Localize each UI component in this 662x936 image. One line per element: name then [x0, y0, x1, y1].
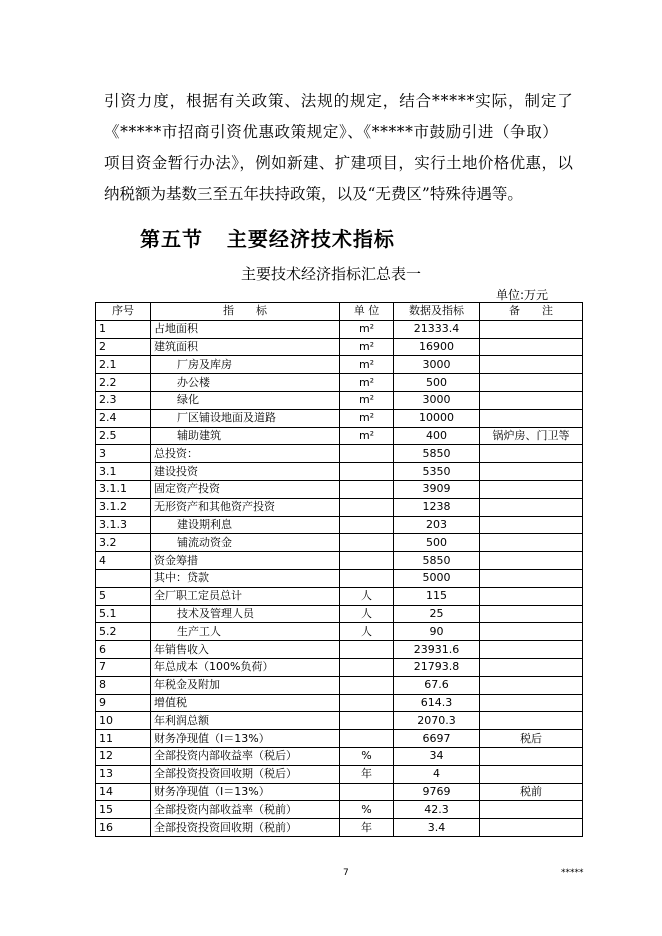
row-value: 9769: [394, 783, 480, 801]
row-unit: [340, 516, 394, 534]
row-value: 3.4: [394, 819, 480, 837]
header-unit: 单 位: [340, 303, 394, 321]
row-unit: 人: [340, 623, 394, 641]
row-unit: [340, 641, 394, 659]
table-row: [96, 516, 583, 534]
row-indicator: 全部投资内部收益率（税后）: [151, 747, 340, 765]
row-note: [480, 605, 583, 623]
row-value: 5350: [394, 463, 480, 481]
header-value: 数据及指标: [394, 303, 480, 321]
row-no: 5: [96, 587, 151, 605]
table-row: [96, 641, 583, 659]
row-value: 5000: [394, 569, 480, 587]
row-indicator: 办公楼: [151, 374, 340, 392]
table-row: [96, 712, 583, 730]
row-no: 13: [96, 765, 151, 783]
table-row: [96, 605, 583, 623]
row-no: 1: [96, 320, 151, 338]
row-no: 7: [96, 658, 151, 676]
row-unit: [340, 694, 394, 712]
table-row: [96, 658, 583, 676]
row-unit: [340, 712, 394, 730]
row-value: 3000: [394, 356, 480, 374]
row-note: [480, 320, 583, 338]
row-value: 115: [394, 587, 480, 605]
row-unit: [340, 569, 394, 587]
row-unit: m²: [340, 356, 394, 374]
row-indicator: 占地面积: [151, 320, 340, 338]
row-no: 3: [96, 445, 151, 463]
row-value: 34: [394, 747, 480, 765]
row-note: [480, 534, 583, 552]
row-unit: [340, 676, 394, 694]
table-row: [96, 409, 583, 427]
row-unit: [340, 552, 394, 570]
row-no: 2.4: [96, 409, 151, 427]
row-note: [480, 694, 583, 712]
paragraph-line: 《*****市招商引资优惠政策规定》、《*****市鼓励引进（争取）: [104, 123, 559, 141]
row-value: 400: [394, 427, 480, 445]
row-value: 3000: [394, 391, 480, 409]
row-value: 614.3: [394, 694, 480, 712]
table-row: [96, 801, 583, 819]
row-no: 3.1.2: [96, 498, 151, 516]
row-note: [480, 338, 583, 356]
row-no: 14: [96, 783, 151, 801]
row-no: 2.2: [96, 374, 151, 392]
row-note: 税前: [480, 783, 583, 801]
row-indicator: 全部投资内部收益率（税前）: [151, 801, 340, 819]
paragraph-line: 引资力度，根据有关政策、法规的规定，结合*****实际，制定了: [104, 92, 574, 110]
row-no: 4: [96, 552, 151, 570]
table-row: [96, 587, 583, 605]
row-note: [480, 391, 583, 409]
row-no: 11: [96, 730, 151, 748]
row-indicator: 绿化: [151, 391, 340, 409]
row-unit: m²: [340, 338, 394, 356]
row-indicator: 年销售收入: [151, 641, 340, 659]
row-note: [480, 747, 583, 765]
row-note: [480, 569, 583, 587]
table-row: [96, 374, 583, 392]
table-row: [96, 730, 583, 748]
row-unit: 人: [340, 587, 394, 605]
row-no: 3.2: [96, 534, 151, 552]
row-indicator: 资金筹措: [151, 552, 340, 570]
row-indicator: 建筑面积: [151, 338, 340, 356]
table-row: [96, 463, 583, 481]
row-value: 90: [394, 623, 480, 641]
row-no: [96, 569, 151, 587]
header-no: 序号: [96, 303, 151, 321]
row-no: 2.5: [96, 427, 151, 445]
row-unit: m²: [340, 320, 394, 338]
table-row: [96, 534, 583, 552]
row-indicator: 财务净现值（I＝13%）: [151, 730, 340, 748]
row-indicator: 厂房及库房: [151, 356, 340, 374]
row-value: 10000: [394, 409, 480, 427]
row-indicator: 生产工人: [151, 623, 340, 641]
row-note: [480, 516, 583, 534]
row-note: [480, 819, 583, 837]
row-value: 5850: [394, 552, 480, 570]
row-value: 2070.3: [394, 712, 480, 730]
row-no: 3.1.3: [96, 516, 151, 534]
table-row: [96, 676, 583, 694]
row-note: [480, 765, 583, 783]
header-indicator: 指 标: [151, 303, 340, 321]
row-note: [480, 445, 583, 463]
table-row: [96, 338, 583, 356]
row-no: 15: [96, 801, 151, 819]
row-indicator: 全部投资投资回收期（税前）: [151, 819, 340, 837]
row-note: [480, 356, 583, 374]
row-note: [480, 498, 583, 516]
page-number: 7: [343, 868, 349, 878]
row-note: [480, 658, 583, 676]
row-unit: [340, 534, 394, 552]
row-no: 5.2: [96, 623, 151, 641]
table-row: [96, 427, 583, 445]
row-value: 1238: [394, 498, 480, 516]
row-unit: m²: [340, 391, 394, 409]
row-note: [480, 676, 583, 694]
table-row: [96, 819, 583, 837]
table-row: [96, 623, 583, 641]
row-indicator: 全厂职工定员总计: [151, 587, 340, 605]
row-value: 6697: [394, 730, 480, 748]
row-indicator: 其中：贷款: [151, 569, 340, 587]
row-no: 3.1: [96, 463, 151, 481]
row-note: [480, 463, 583, 481]
row-no: 6: [96, 641, 151, 659]
row-no: 12: [96, 747, 151, 765]
row-value: 67.6: [394, 676, 480, 694]
row-unit: %: [340, 801, 394, 819]
row-indicator: 厂区铺设地面及道路: [151, 409, 340, 427]
table-row: [96, 747, 583, 765]
row-value: 4: [394, 765, 480, 783]
indicator-table: [95, 302, 583, 837]
row-value: 23931.6: [394, 641, 480, 659]
body-paragraph: [104, 86, 594, 210]
row-indicator: 无形资产和其他资产投资: [151, 498, 340, 516]
row-unit: 人: [340, 605, 394, 623]
row-value: 21333.4: [394, 320, 480, 338]
row-indicator: 建设投资: [151, 463, 340, 481]
row-unit: [340, 658, 394, 676]
row-note: [480, 623, 583, 641]
row-note: 锅炉房、门卫等: [480, 427, 583, 445]
row-value: 16900: [394, 338, 480, 356]
row-unit: [340, 730, 394, 748]
row-indicator: 增值税: [151, 694, 340, 712]
table-row: [96, 765, 583, 783]
table-row: [96, 480, 583, 498]
row-indicator: 辅助建筑: [151, 427, 340, 445]
table-row: [96, 552, 583, 570]
row-no: 3.1.1: [96, 480, 151, 498]
table-header-row: [96, 303, 583, 321]
row-no: 2.3: [96, 391, 151, 409]
table-row: [96, 356, 583, 374]
table-row: [96, 320, 583, 338]
row-no: 8: [96, 676, 151, 694]
table-row: [96, 783, 583, 801]
row-unit: [340, 480, 394, 498]
row-unit: [340, 445, 394, 463]
section-title: 第五节 主要经济技术指标: [140, 227, 395, 251]
table-row: [96, 498, 583, 516]
row-note: [480, 712, 583, 730]
row-value: 500: [394, 534, 480, 552]
row-unit: m²: [340, 374, 394, 392]
row-no: 9: [96, 694, 151, 712]
row-unit: %: [340, 747, 394, 765]
unit-label: 单位:万元: [496, 288, 549, 302]
row-unit: [340, 463, 394, 481]
row-indicator: 固定资产投资: [151, 480, 340, 498]
row-value: 203: [394, 516, 480, 534]
row-unit: [340, 783, 394, 801]
row-no: 16: [96, 819, 151, 837]
table-title: 主要技术经济指标汇总表一: [240, 265, 421, 283]
row-value: 3909: [394, 480, 480, 498]
row-no: 10: [96, 712, 151, 730]
row-value: 5850: [394, 445, 480, 463]
row-note: [480, 587, 583, 605]
row-note: [480, 480, 583, 498]
row-indicator: 年税金及附加: [151, 676, 340, 694]
row-indicator: 年总成本（100%负荷）: [151, 658, 340, 676]
row-unit: m²: [340, 427, 394, 445]
row-note: [480, 374, 583, 392]
row-indicator: 财务净现值（I＝13%）: [151, 783, 340, 801]
row-value: 25: [394, 605, 480, 623]
row-no: 2.1: [96, 356, 151, 374]
table-row: [96, 445, 583, 463]
row-indicator: 铺流动资金: [151, 534, 340, 552]
paragraph-line: 项目资金暂行办法》，例如新建、扩建项目，实行土地价格优惠，以: [104, 154, 574, 172]
row-indicator: 年利润总额: [151, 712, 340, 730]
row-indicator: 全部投资投资回收期（税后）: [151, 765, 340, 783]
row-value: 42.3: [394, 801, 480, 819]
row-indicator: 建设期利息: [151, 516, 340, 534]
row-indicator: 技术及管理人员: [151, 605, 340, 623]
row-value: 500: [394, 374, 480, 392]
row-note: [480, 641, 583, 659]
row-unit: m²: [340, 409, 394, 427]
row-note: [480, 552, 583, 570]
table-row: [96, 569, 583, 587]
row-note: [480, 801, 583, 819]
table-row: [96, 694, 583, 712]
footer-mark: *****: [561, 868, 584, 878]
row-no: 5.1: [96, 605, 151, 623]
row-unit: [340, 498, 394, 516]
row-note: 税后: [480, 730, 583, 748]
row-unit: 年: [340, 765, 394, 783]
paragraph-line: 纳税额为基数三至五年扶持政策，以及“无费区”特殊待遇等。: [104, 185, 523, 203]
row-unit: 年: [340, 819, 394, 837]
row-value: 21793.8: [394, 658, 480, 676]
row-no: 2: [96, 338, 151, 356]
row-indicator: 总投资：: [151, 445, 340, 463]
header-note: 备 注: [480, 303, 583, 321]
table-row: [96, 391, 583, 409]
row-note: [480, 409, 583, 427]
